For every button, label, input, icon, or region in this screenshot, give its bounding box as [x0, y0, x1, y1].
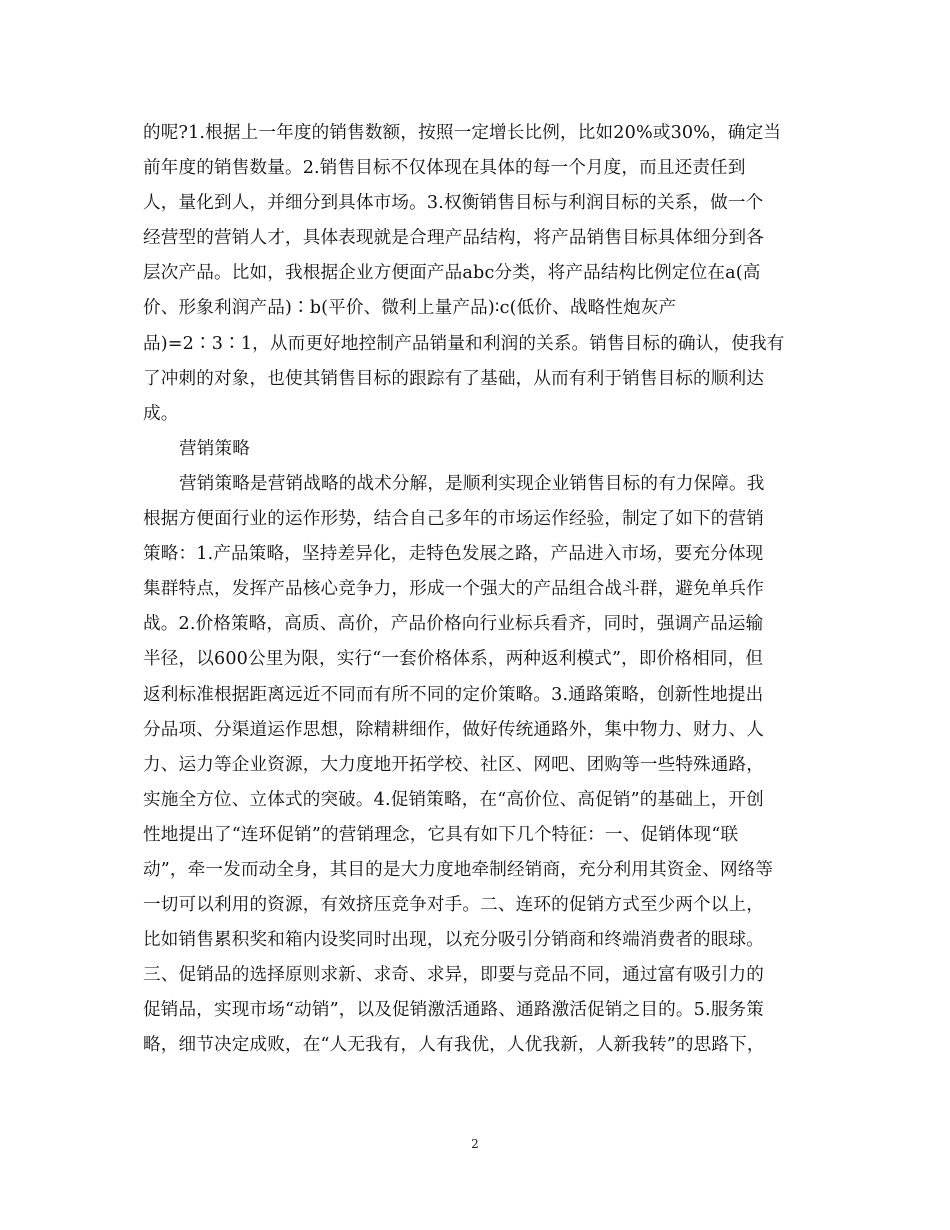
page-number: 2: [471, 1137, 479, 1151]
text-line: 的呢?1.根据上一年度的销售数额，按照一定增长比例，比如20%或30%，确定当: [143, 123, 782, 143]
text-line: 根据方便面行业的运作形势，结合自己多年的市场运作经验，制定了如下的营销: [143, 509, 765, 530]
section-heading: 营销策略: [179, 438, 250, 459]
text-line: 比如销售累积奖和箱内设奖同时出现，以充分吸引分销商和终端消费者的眼球。: [143, 930, 765, 951]
text-line: 一切可以利用的资源，有效挤压竞争对手。二、连环的促销方式至少两个以上，: [143, 895, 765, 916]
text-line: 促销品，实现市场“动销”，以及促销激活通路、通路激活促销之目的。5.服务策: [143, 1000, 764, 1021]
text-line: 人，量化到人，并细分到具体市场。3.权衡销售目标与利润目标的关系，做一个: [143, 193, 764, 214]
text-line: 集群特点，发挥产品核心竞争力，形成一个强大的产品组合战斗群，避免单兵作: [143, 579, 765, 600]
text-line: 半径，以600公里为限，实行“一套价格体系，两种返利模式”，即价格相同，但: [143, 649, 764, 670]
text-line: 性地提出了“连环促销”的营销理念，它具有如下几个特征：一、促销体现“联: [143, 824, 739, 845]
text-line: 层次产品。比如，我根据企业方便面产品abc分类，将产品结构比例定位在a(高: [143, 263, 761, 284]
text-line: 经营型的营销人才，具体表现就是合理产品结构，将产品销售目标具体细分到各: [143, 228, 765, 249]
text-line: 力、运力等企业资源，大力度地开拓学校、社区、网吧、团购等一些特殊通路，: [143, 754, 765, 775]
text-line: 三、促销品的选择原则求新、求奇、求异，即要与竞品不同，通过富有吸引力的: [143, 965, 765, 986]
text-line: 成。: [143, 403, 179, 424]
text-line: 略，细节决定成败，在“人无我有，人有我优，人优我新，人新我转”的思路下，: [143, 1035, 765, 1056]
document-body: [143, 116, 801, 1064]
text-line: 实施全方位、立体式的突破。4.促销策略，在“高价位、高促销”的基础上，开创: [143, 789, 764, 810]
text-line: 了冲刺的对象，也使其销售目标的跟踪有了基础，从而有利于销售目标的顺利达: [143, 368, 765, 389]
text-line: 分品项、分渠道运作思想，除精耕细作，做好传统通路外，集中物力、财力、人: [143, 719, 765, 740]
text-line: 策略：1.产品策略，坚持差异化，走特色发展之路，产品进入市场，要充分体现: [143, 544, 764, 565]
text-line: 返利标准根据距离远近不同而有所不同的定价策略。3.通路策略，创新性地提出: [143, 684, 764, 705]
text-line: 价、形象利润产品)∶b(平价、微利上量产品)∶c(低价、战略性炮灰产: [143, 298, 677, 319]
text-line: 战。2.价格策略，高质、高价，产品价格向行业标兵看齐，同时，强调产品运输: [143, 614, 764, 635]
text-line: 动”，牵一发而动全身，其目的是大力度地牵制经销商，充分利用其资金、网络等: [143, 859, 774, 880]
text-line: 前年度的销售数量。2.销售目标不仅体现在具体的每一个月度，而且还责任到: [143, 158, 746, 179]
paragraph-first-line: 营销策略是营销战略的战术分解，是顺利实现企业销售目标的有力保障。我: [179, 473, 765, 494]
text-line: 品)=2∶3∶1，从而更好地控制产品销量和利润的关系。销售目标的确认，使我有: [143, 333, 785, 354]
